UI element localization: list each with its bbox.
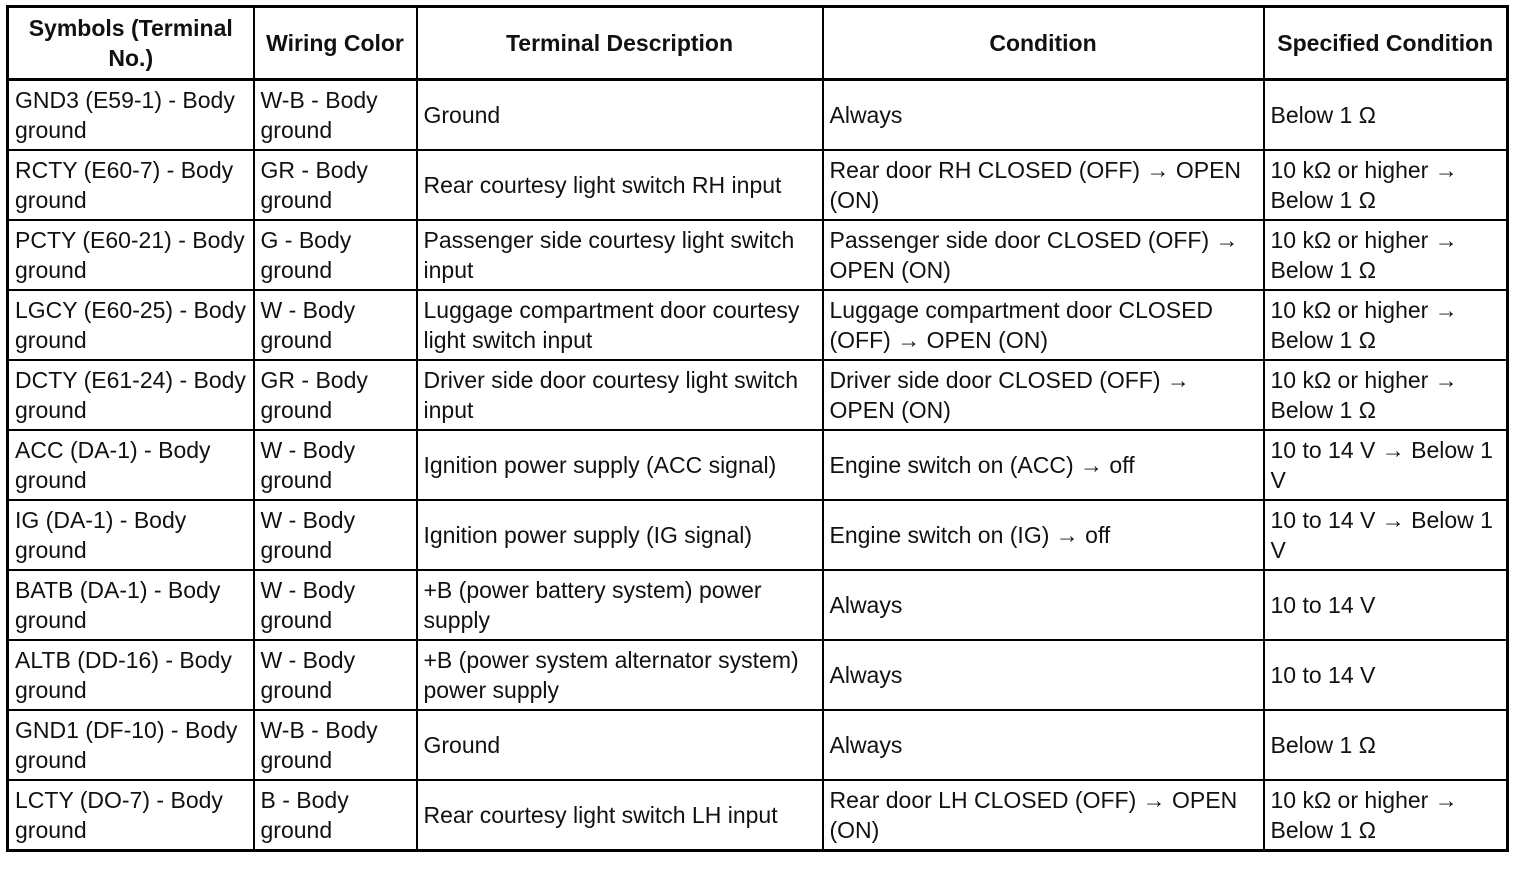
table-row: [8, 780, 1508, 851]
cell-specified-condition: 10 to 14 V → Below 1 V: [1264, 430, 1508, 500]
header-wiring-color: Wiring Color: [254, 7, 417, 80]
cell-symbol: ALTB (DD-16) - Body ground: [8, 640, 254, 710]
table-header: [8, 7, 1508, 80]
cell-terminal-description: Passenger side courtesy light switch input: [417, 220, 823, 290]
cell-wiring-color: B - Body ground: [254, 780, 417, 851]
cell-wiring-color: GR - Body ground: [254, 150, 417, 220]
cell-wiring-color: W-B - Body ground: [254, 710, 417, 780]
cell-terminal-description: Driver side door courtesy light switch input: [417, 360, 823, 430]
cell-wiring-color: W - Body ground: [254, 430, 417, 500]
cell-condition: Rear door LH CLOSED (OFF) → OPEN (ON): [823, 780, 1264, 851]
cell-wiring-color: W - Body ground: [254, 500, 417, 570]
cell-specified-condition: 10 kΩ or higher → Below 1 Ω: [1264, 290, 1508, 360]
cell-wiring-color: GR - Body ground: [254, 360, 417, 430]
table-row: [8, 80, 1508, 151]
cell-terminal-description: +B (power battery system) power supply: [417, 570, 823, 640]
cell-symbol: LGCY (E60-25) - Body ground: [8, 290, 254, 360]
cell-condition: Always: [823, 570, 1264, 640]
header-terminal-description: Terminal Description: [417, 7, 823, 80]
cell-terminal-description: Ignition power supply (ACC signal): [417, 430, 823, 500]
cell-symbol: ACC (DA-1) - Body ground: [8, 430, 254, 500]
header-row: [8, 7, 1508, 80]
cell-terminal-description: Ground: [417, 710, 823, 780]
cell-symbol: GND3 (E59-1) - Body ground: [8, 80, 254, 151]
table-row: [8, 640, 1508, 710]
cell-condition: Engine switch on (ACC) → off: [823, 430, 1264, 500]
header-symbols: Symbols (Terminal No.): [8, 7, 254, 80]
header-specified-condition: Specified Condition: [1264, 7, 1508, 80]
cell-specified-condition: 10 to 14 V: [1264, 570, 1508, 640]
cell-specified-condition: 10 kΩ or higher → Below 1 Ω: [1264, 360, 1508, 430]
cell-terminal-description: Rear courtesy light switch RH input: [417, 150, 823, 220]
cell-condition: Luggage compartment door CLOSED (OFF) → OPEN (ON): [823, 290, 1264, 360]
cell-specified-condition: 10 kΩ or higher → Below 1 Ω: [1264, 150, 1508, 220]
cell-specified-condition: 10 kΩ or higher → Below 1 Ω: [1264, 220, 1508, 290]
table-row: [8, 570, 1508, 640]
cell-symbol: LCTY (DO-7) - Body ground: [8, 780, 254, 851]
cell-condition: Driver side door CLOSED (OFF) → OPEN (ON): [823, 360, 1264, 430]
table-row: [8, 220, 1508, 290]
cell-condition: Always: [823, 640, 1264, 710]
cell-specified-condition: Below 1 Ω: [1264, 80, 1508, 151]
cell-symbol: IG (DA-1) - Body ground: [8, 500, 254, 570]
terminal-spec-table-container: [6, 5, 1506, 852]
cell-wiring-color: W - Body ground: [254, 570, 417, 640]
terminal-spec-table: [6, 5, 1509, 852]
cell-wiring-color: G - Body ground: [254, 220, 417, 290]
cell-symbol: GND1 (DF-10) - Body ground: [8, 710, 254, 780]
cell-wiring-color: W - Body ground: [254, 640, 417, 710]
table-row: [8, 710, 1508, 780]
cell-specified-condition: Below 1 Ω: [1264, 710, 1508, 780]
cell-specified-condition: 10 kΩ or higher → Below 1 Ω: [1264, 780, 1508, 851]
cell-symbol: DCTY (E61-24) - Body ground: [8, 360, 254, 430]
cell-condition: Engine switch on (IG) → off: [823, 500, 1264, 570]
table-row: [8, 150, 1508, 220]
cell-symbol: PCTY (E60-21) - Body ground: [8, 220, 254, 290]
table-row: [8, 430, 1508, 500]
cell-condition: Always: [823, 710, 1264, 780]
cell-symbol: RCTY (E60-7) - Body ground: [8, 150, 254, 220]
cell-specified-condition: 10 to 14 V → Below 1 V: [1264, 500, 1508, 570]
cell-condition: Rear door RH CLOSED (OFF) → OPEN (ON): [823, 150, 1264, 220]
cell-specified-condition: 10 to 14 V: [1264, 640, 1508, 710]
cell-terminal-description: Ground: [417, 80, 823, 151]
cell-terminal-description: Luggage compartment door courtesy light switch input: [417, 290, 823, 360]
cell-wiring-color: W-B - Body ground: [254, 80, 417, 151]
cell-terminal-description: Rear courtesy light switch LH input: [417, 780, 823, 851]
table-row: [8, 290, 1508, 360]
header-condition: Condition: [823, 7, 1264, 80]
cell-symbol: BATB (DA-1) - Body ground: [8, 570, 254, 640]
table-row: [8, 500, 1508, 570]
cell-terminal-description: Ignition power supply (IG signal): [417, 500, 823, 570]
cell-wiring-color: W - Body ground: [254, 290, 417, 360]
table-row: [8, 360, 1508, 430]
cell-condition: Passenger side door CLOSED (OFF) → OPEN (ON): [823, 220, 1264, 290]
cell-terminal-description: +B (power system alternator system) power supply: [417, 640, 823, 710]
table-body: [8, 80, 1508, 851]
cell-condition: Always: [823, 80, 1264, 151]
